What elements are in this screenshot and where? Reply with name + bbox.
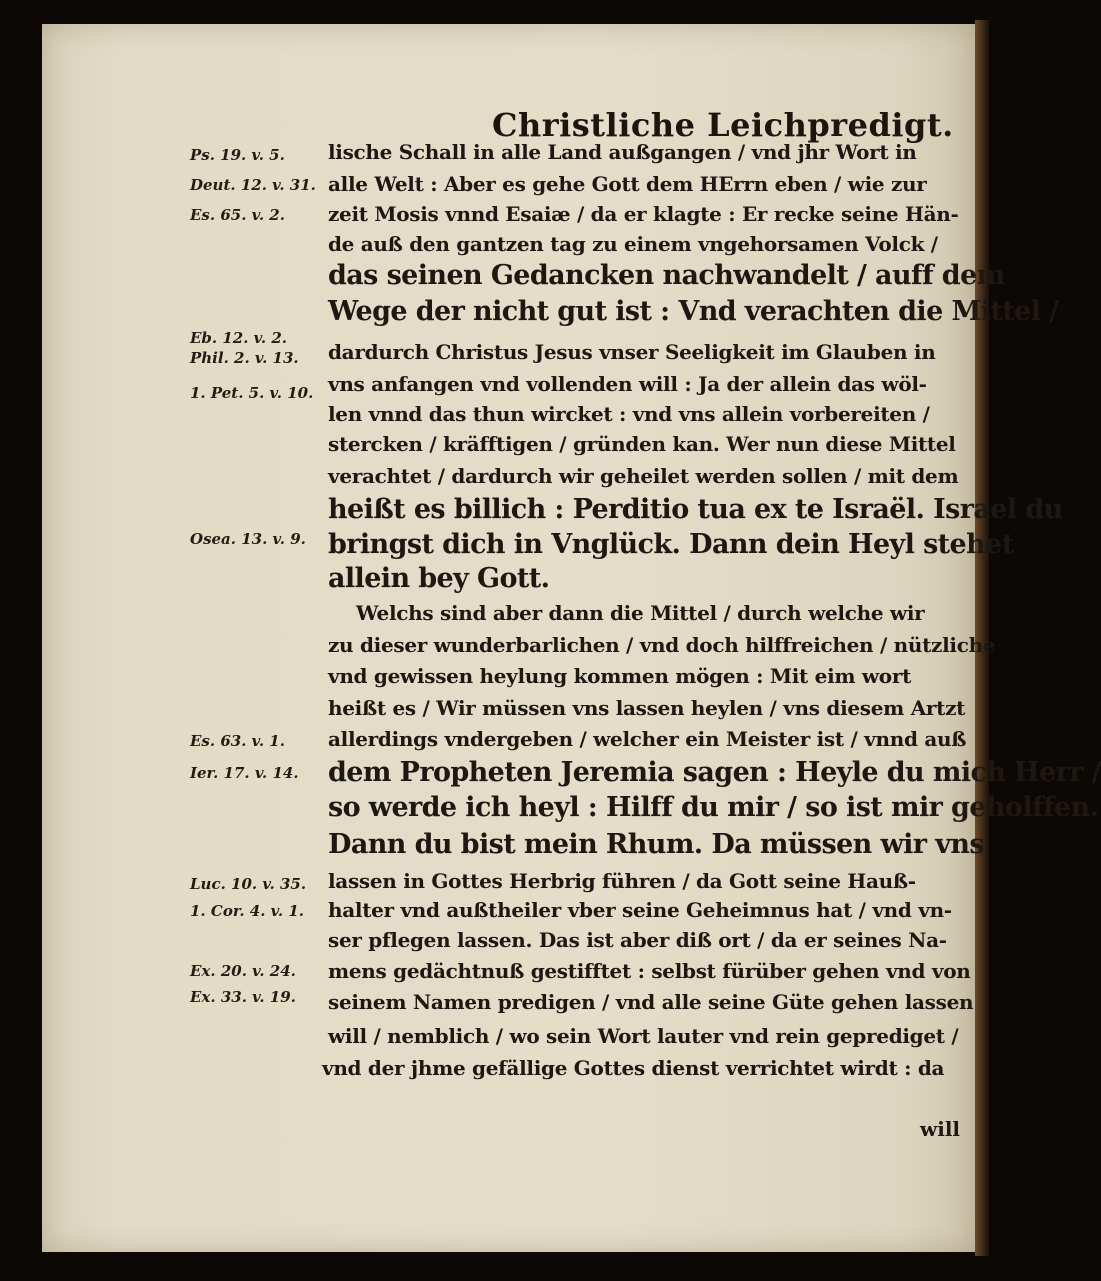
text-line: vnd gewissen heylung kommen mögen : Mit eim wort xyxy=(328,664,912,688)
text-line: vns anfangen vnd vollenden will : Ja der allein das wöl- xyxy=(328,372,927,396)
text-line: das seinen Gedancken nachwandelt / auff dem xyxy=(328,260,1005,291)
text-line: so werde ich heyl : Hilff du mir / so ist mir geholffen. xyxy=(328,792,1099,823)
marginal-note: Ex. 20. v. 24. xyxy=(190,962,296,980)
marginal-note: Deut. 12. v. 31. xyxy=(190,176,316,194)
text-line: len vnnd das thun wircket : vnd vns allein vorbereiten / xyxy=(328,402,930,426)
text-line: Dann du bist mein Rhum. Da müssen wir vns xyxy=(328,829,984,860)
marginal-note: Ex. 33. v. 19. xyxy=(190,988,296,1006)
text-line: lische Schall in alle Land außgangen / vnd jhr Wort in xyxy=(328,140,917,164)
text-line: halter vnd außtheiler vber seine Geheimnus hat / vnd vn- xyxy=(328,898,952,922)
marginal-note: Ier. 17. v. 14. xyxy=(190,764,299,782)
text-line: heißt es billich : Perditio tua ex te Israël. Israel du xyxy=(328,494,1063,525)
text-line: Welchs sind aber dann die Mittel / durch welche wir xyxy=(356,601,925,625)
text-line: zeit Mosis vnnd Esaiæ / da er klagte : Er recke seine Hän- xyxy=(328,202,959,226)
text-line: de auß den gantzen tag zu einem vngehorsamen Volck / xyxy=(328,232,938,256)
catchword: will xyxy=(920,1117,961,1141)
text-line: bringst dich in Vnglück. Dann dein Heyl stehet xyxy=(328,529,1014,560)
marginal-note: 1. Cor. 4. v. 1. xyxy=(190,902,304,920)
marginal-note: Ps. 19. v. 5. xyxy=(190,146,285,164)
text-line: Wege der nicht gut ist : Vnd verachten die Mittel / xyxy=(328,296,1059,327)
text-line: lassen in Gottes Herbrig führen / da Gott seine Hauß- xyxy=(328,869,916,893)
book-page xyxy=(42,24,1101,1252)
marginal-note: Eb. 12. v. 2. xyxy=(190,329,287,347)
marginal-note: Osea. 13. v. 9. xyxy=(190,530,306,548)
marginal-note: 1. Pet. 5. v. 10. xyxy=(190,384,314,402)
text-line: vnd der jhme gefällige Gottes dienst verrichtet wirdt : da xyxy=(322,1056,945,1080)
text-line: dardurch Christus Jesus vnser Seeligkeit im Glauben in xyxy=(328,340,936,364)
text-line: allerdings vndergeben / welcher ein Meister ist / vnnd auß xyxy=(328,727,967,751)
text-line: mens gedächtnuß gestifftet : selbst fürüber gehen vnd von xyxy=(328,959,971,983)
text-line: zu dieser wunderbarlichen / vnd doch hilffreichen / nützliche xyxy=(328,633,996,657)
text-line: dem Propheten Jeremia sagen : Heyle du mich Herr / xyxy=(328,757,1101,788)
text-line: will / nemblich / wo sein Wort lauter vnd rein geprediget / xyxy=(328,1024,959,1048)
text-line: seinem Namen predigen / vnd alle seine Güte gehen lassen xyxy=(328,990,974,1014)
text-line: allein bey Gott. xyxy=(328,563,550,594)
text-line: ser pflegen lassen. Das ist aber diß ort / da er seines Na- xyxy=(328,928,947,952)
marginal-note: Luc. 10. v. 35. xyxy=(190,875,307,893)
running-header: Christliche Leichpredigt. xyxy=(492,106,954,144)
marginal-note: Phil. 2. v. 13. xyxy=(190,349,299,367)
text-line: stercken / kräfftigen / gründen kan. Wer nun diese Mittel xyxy=(328,432,956,456)
marginal-note: Es. 65. v. 2. xyxy=(190,206,285,224)
text-line: verachtet / dardurch wir geheilet werden sollen / mit dem xyxy=(328,464,959,488)
text-line: heißt es / Wir müssen vns lassen heylen / vns diesem Artzt xyxy=(328,696,966,720)
marginal-note: Es. 63. v. 1. xyxy=(190,732,285,750)
text-line: alle Welt : Aber es gehe Gott dem HErrn eben / wie zur xyxy=(328,172,927,196)
